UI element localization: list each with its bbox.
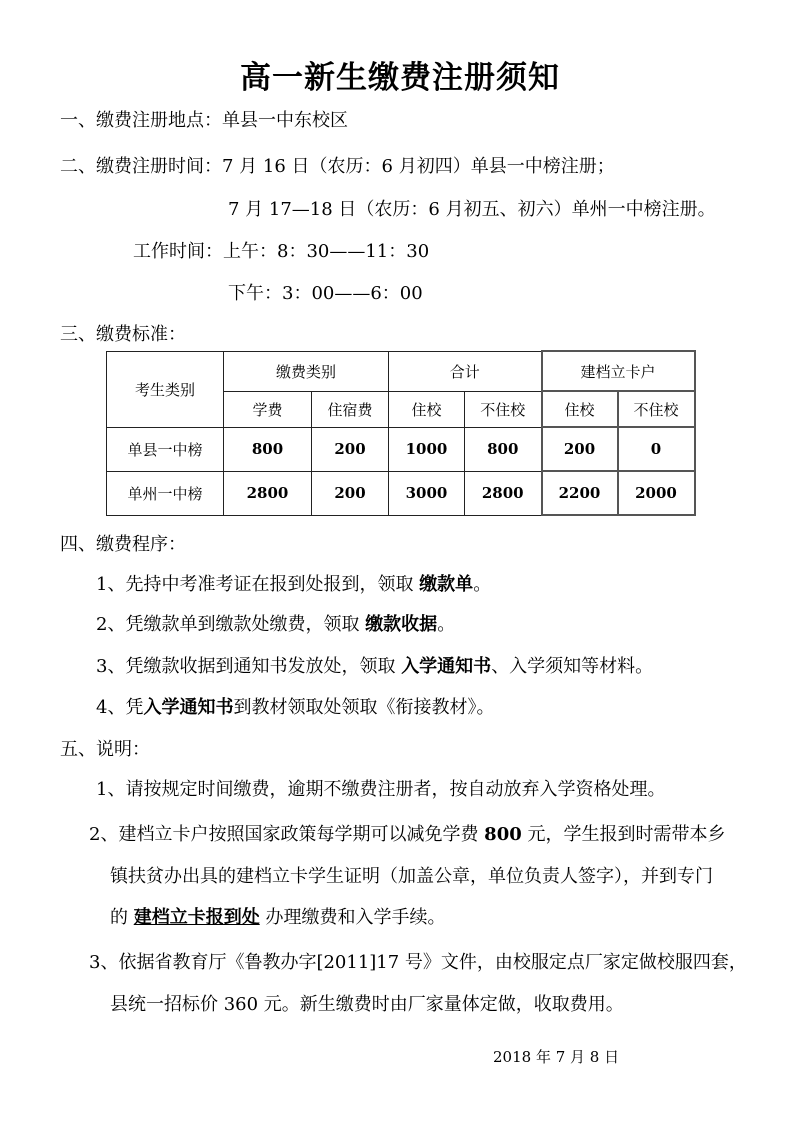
table-row: [107, 427, 695, 471]
procedure-step-1: [96, 570, 491, 596]
table-corner-header: 考生类别: [107, 351, 224, 427]
table-cell: 0: [618, 427, 695, 471]
step-text: 4、凭: [96, 697, 144, 718]
header-total: 合计: [389, 351, 542, 391]
table-cell: 200: [542, 427, 618, 471]
step-emphasis: 缴款单: [419, 574, 474, 595]
note-3-line-2: 县统一招标价 360 元。新生缴费时由厂家量体定做，收取费用。: [110, 994, 624, 1015]
section-location-label: 一、缴费注册地点：: [60, 110, 222, 131]
table-cell: 2800: [224, 471, 312, 515]
header-fee-category: 缴费类别: [224, 351, 389, 391]
section-procedure: 四、缴费程序：: [60, 534, 186, 555]
step-text: 到教材领取处领取《衔接教材》。: [233, 697, 495, 718]
step-text: 1、先持中考准考证在报到处报到，领取: [96, 574, 420, 595]
work-time-am: 上午：8：30——11：30: [223, 241, 430, 262]
step-text: 、入学须知等材料。: [491, 656, 654, 677]
fee-table: [106, 350, 696, 516]
step-emphasis: 缴款收据: [365, 614, 438, 635]
work-time: [133, 237, 429, 263]
table-cell: 2200: [542, 471, 618, 515]
note-text: 2、建档立卡户按照国家政策每学期可以减免学费: [89, 824, 485, 845]
table-cell: 1000: [389, 427, 465, 471]
step-text: 。: [437, 614, 456, 635]
time-line-1: 7 月 16 日（农历：6 月初四）单县一中榜注册；: [222, 156, 615, 177]
note-emphasis-underlined: 建档立卡报到处: [133, 907, 260, 928]
row-name: 单州一中榜: [107, 471, 224, 515]
procedure-step-2: [96, 610, 455, 636]
time-line-2: 7 月 17—18 日（农历：6 月初五、初六）单州一中榜注册。: [228, 199, 716, 220]
note-2-line-2: 镇扶贫办出具的建档立卡学生证明（加盖公章，单位负责人签字），并到专门: [110, 866, 713, 887]
section-location-value: 单县一中东校区: [222, 110, 348, 131]
subheader-total-non-boarding: 不住校: [465, 391, 542, 427]
subheader-accommodation: 住宿费: [312, 391, 389, 427]
step-text: 3、凭缴款收据到通知书发放处，领取: [96, 656, 402, 677]
step-emphasis: 入学通知书: [401, 656, 492, 677]
note-2-line-3: [110, 903, 445, 929]
procedure-step-4: [96, 693, 494, 719]
work-time-label: 工作时间：: [133, 241, 223, 262]
subheader-total-boarding: 住校: [389, 391, 465, 427]
step-text: 。: [473, 574, 492, 595]
note-1: 1、请按规定时间缴费，逾期不缴费注册者，按自动放弃入学资格处理。: [96, 779, 666, 800]
table-row: [107, 471, 695, 515]
section-time-label: 二、缴费注册时间：: [60, 156, 222, 177]
table-cell: 3000: [389, 471, 465, 515]
table-cell: 2800: [465, 471, 542, 515]
step-emphasis: 入学通知书: [143, 697, 234, 718]
procedure-step-3: [96, 652, 653, 678]
table-cell: 200: [312, 427, 389, 471]
step-text: 2、凭缴款单到缴款处缴费，领取: [96, 614, 366, 635]
subheader-poverty-boarding: 住校: [542, 391, 618, 427]
note-3-line-1: 3、依据省教育厅《鲁教办字[2011]17 号》文件，由校服定点厂家定做校服四套，: [89, 952, 747, 973]
page-title: 高一新生缴费注册须知: [240, 60, 560, 96]
section-notes: 五、说明：: [60, 739, 150, 760]
table-cell: 800: [224, 427, 312, 471]
table-cell: 2000: [618, 471, 695, 515]
section-time: [60, 152, 615, 178]
work-time-pm: 下午：3：00——6：00: [228, 283, 423, 304]
section-location: [60, 106, 348, 132]
note-text: 元，学生报到时需带本乡: [521, 824, 726, 845]
note-text: 办理缴费和入学手续。: [259, 907, 446, 928]
subheader-tuition: 学费: [224, 391, 312, 427]
row-name: 单县一中榜: [107, 427, 224, 471]
table-cell: 200: [312, 471, 389, 515]
note-emphasis: 800: [484, 824, 522, 845]
note-text: 的: [110, 907, 134, 928]
note-2-line-1: [89, 820, 725, 846]
document-date: 2018 年 7 月 8 日: [493, 1048, 620, 1066]
subheader-poverty-non-boarding: 不住校: [618, 391, 695, 427]
section-fee-standard: 三、缴费标准：: [60, 324, 186, 345]
header-poverty-households: 建档立卡户: [542, 351, 695, 391]
table-cell: 800: [465, 427, 542, 471]
